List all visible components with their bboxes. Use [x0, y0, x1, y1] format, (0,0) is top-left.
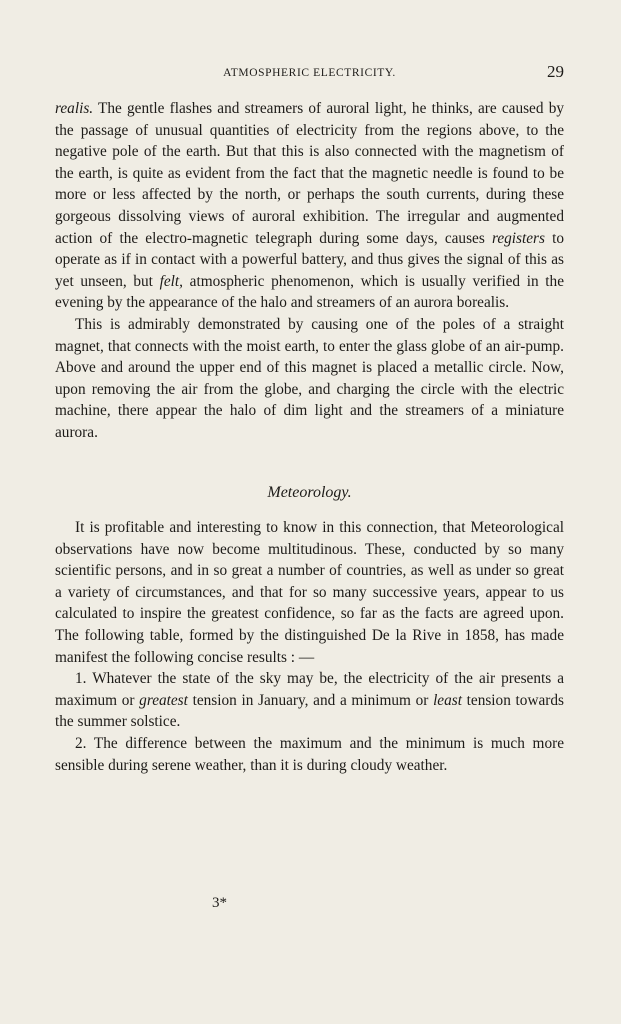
running-title: ATMOSPHERIC ELECTRICITY. — [223, 67, 396, 79]
result-1-text-1: 1. Whatever the state of the sky may be, the electricity of the air presents a maximum or — [55, 670, 564, 709]
result-1-text-3: tension towards the summer solstice. — [55, 691, 564, 731]
running-head — [55, 62, 564, 84]
paragraph-magnet-demo: This is admirably demonstrated by causing one of the poles of a straight magnet, that connects with the moist earth, to enter the glass globe of an air-pump. Above and around the upper end of this magnet is placed a metallic circle. Now, upon removing the air from the globe, and charging the circle with the electric machine, there appear the halo of dim light and the streamers of a miniature aurora. — [55, 315, 564, 441]
lead-word: realis. — [55, 100, 94, 117]
emphasis-greatest: greatest — [139, 691, 188, 709]
paragraph-aurora-text-2: to operate as if in contact with a powerful battery, and thus gives the signal of this as yet unseen, but — [55, 229, 564, 290]
paragraph-aurora-text-3: atmospheric phenomenon, which is usually verified in the evening by the appearance of the halo and streamers of an aurora borealis. — [55, 272, 564, 312]
paragraph-result-2: 2. The difference between the maximum and the minimum is much more sensible during serene weather, than it is during cloudy weather. — [55, 735, 564, 774]
paragraph-meteorology: It is profitable and interesting to know in this connection, that Meteorological observations have now become multitudinous. These, conducted by so many scientific persons, and in so great a number of countries, as well as under so great a variety of circumstances, and that for so many successive years, appear to us calculated to inspire the greatest confidence, so far as the facts are agreed upon. The following table, formed by the distinguished De la Rive in 1858, has made manifest the following concise results : — — [55, 519, 564, 666]
emphasis-felt: felt, — [159, 272, 183, 290]
paragraph-aurora-text-1: The gentle flashes and streamers of auroral light, he thinks, are caused by the passage of unusual quantities of electricity from the regions above, to the negative pole of the earth. But that this is also connected with the magnetism of the earth, is quite as evident from the fact that the magnetic needle is found to be more or less affected by the north, or perhaps the south currents, during these gorgeous dissolving views of auroral exhibition. The irregular and augmented action of the electro-magnetic telegraph during some days, causes — [55, 100, 564, 247]
paragraph-result-1 — [55, 668, 564, 733]
body-text — [55, 98, 564, 776]
book-page — [55, 62, 564, 776]
result-1-text-2: tension in January, and a minimum or — [187, 691, 434, 709]
section-heading: Meteorology. — [267, 483, 352, 501]
signature-mark: 3* — [212, 895, 227, 911]
paragraph-aurora — [55, 98, 564, 314]
emphasis-registers: registers — [491, 229, 545, 247]
page-number: 29 — [547, 62, 564, 81]
emphasis-least: least — [433, 691, 462, 709]
